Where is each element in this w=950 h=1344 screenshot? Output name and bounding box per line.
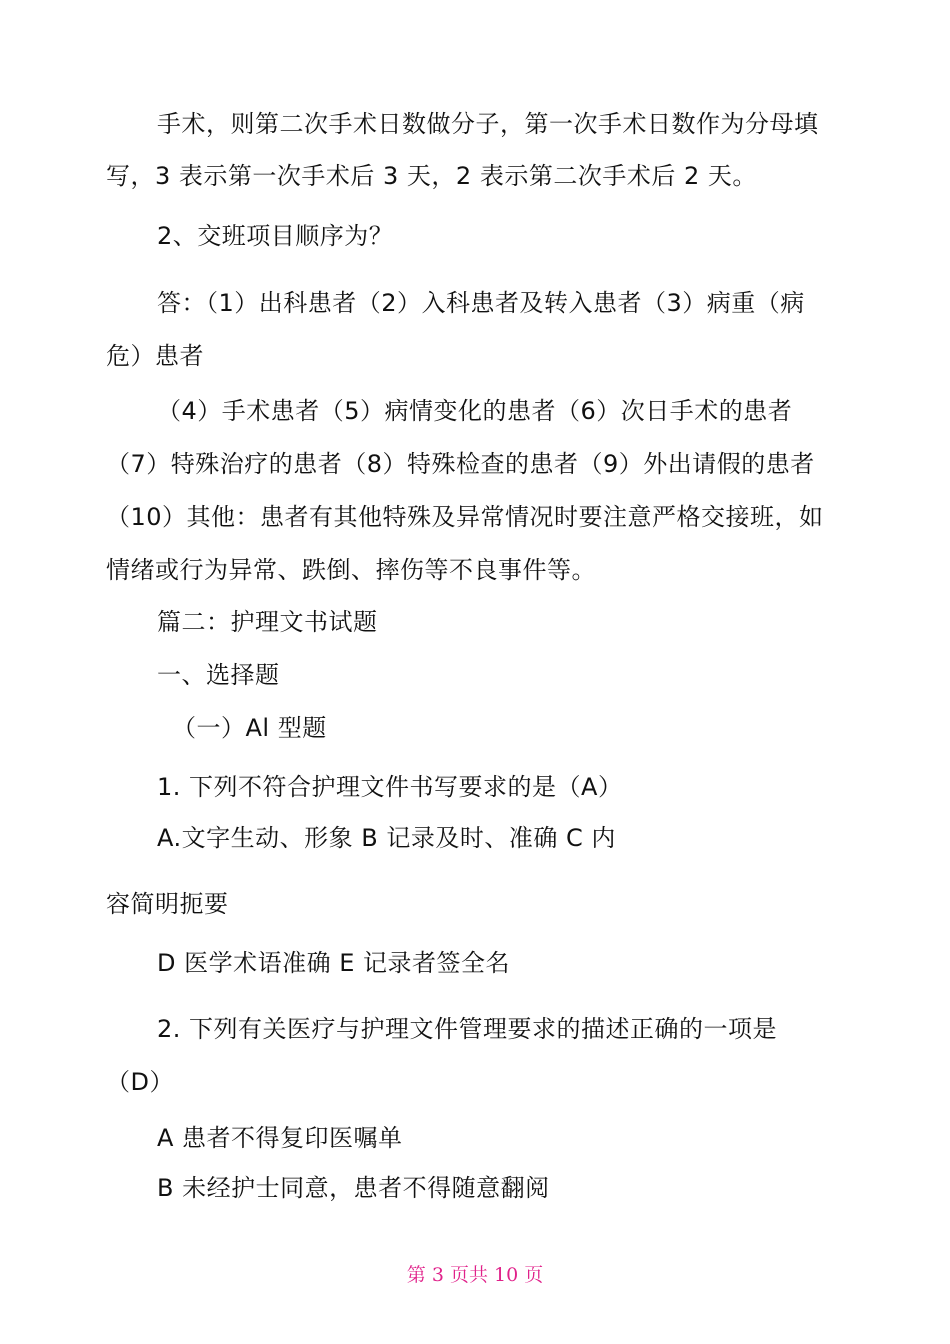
- text-line: 写，3 表示第一次手术后 3 天，2 表示第二次手术后 2 天。: [106, 162, 757, 190]
- text-line: 2、交班项目顺序为？: [157, 222, 394, 250]
- answer-option: B 未经护士同意，患者不得随意翻阅: [157, 1174, 550, 1202]
- question-text: 1. 下列不符合护理文件书写要求的是（A）: [157, 773, 623, 801]
- question-text: （D）: [106, 1068, 174, 1096]
- section-heading: 篇二：护理文书试题: [157, 608, 378, 636]
- text-line: （10）其他：患者有其他特殊及异常情况时要注意严格交接班，如: [106, 503, 824, 531]
- answer-option: A.文字生动、形象 B 记录及时、准确 C 内: [157, 824, 616, 852]
- answer-option: D 医学术语准确 E 记录者签全名: [157, 949, 511, 977]
- question-text: 2. 下列有关医疗与护理文件管理要求的描述正确的一项是: [157, 1015, 778, 1043]
- page-number-footer: 第 3 页共 10 页: [406, 1264, 544, 1286]
- text-line: （7）特殊治疗的患者（8）特殊检查的患者（9）外出请假的患者: [106, 450, 815, 478]
- text-line: （4）手术患者（5）病情变化的患者（6）次日手术的患者: [157, 397, 793, 425]
- text-line: 答：（1）出科患者（2）入科患者及转入患者（3）病重（病: [157, 289, 805, 317]
- text-line: 手术，则第二次手术日数做分子，第一次手术日数作为分母填: [157, 110, 819, 138]
- answer-option: 容简明扼要: [106, 890, 229, 918]
- text-line: 情绪或行为异常、跌倒、摔伤等不良事件等。: [106, 556, 596, 584]
- section-heading: 一、选择题: [157, 661, 280, 689]
- answer-option: A 患者不得复印医嘱单: [157, 1124, 403, 1152]
- text-line: 危）患者: [106, 342, 204, 370]
- section-heading: （一）Al 型题: [172, 714, 327, 742]
